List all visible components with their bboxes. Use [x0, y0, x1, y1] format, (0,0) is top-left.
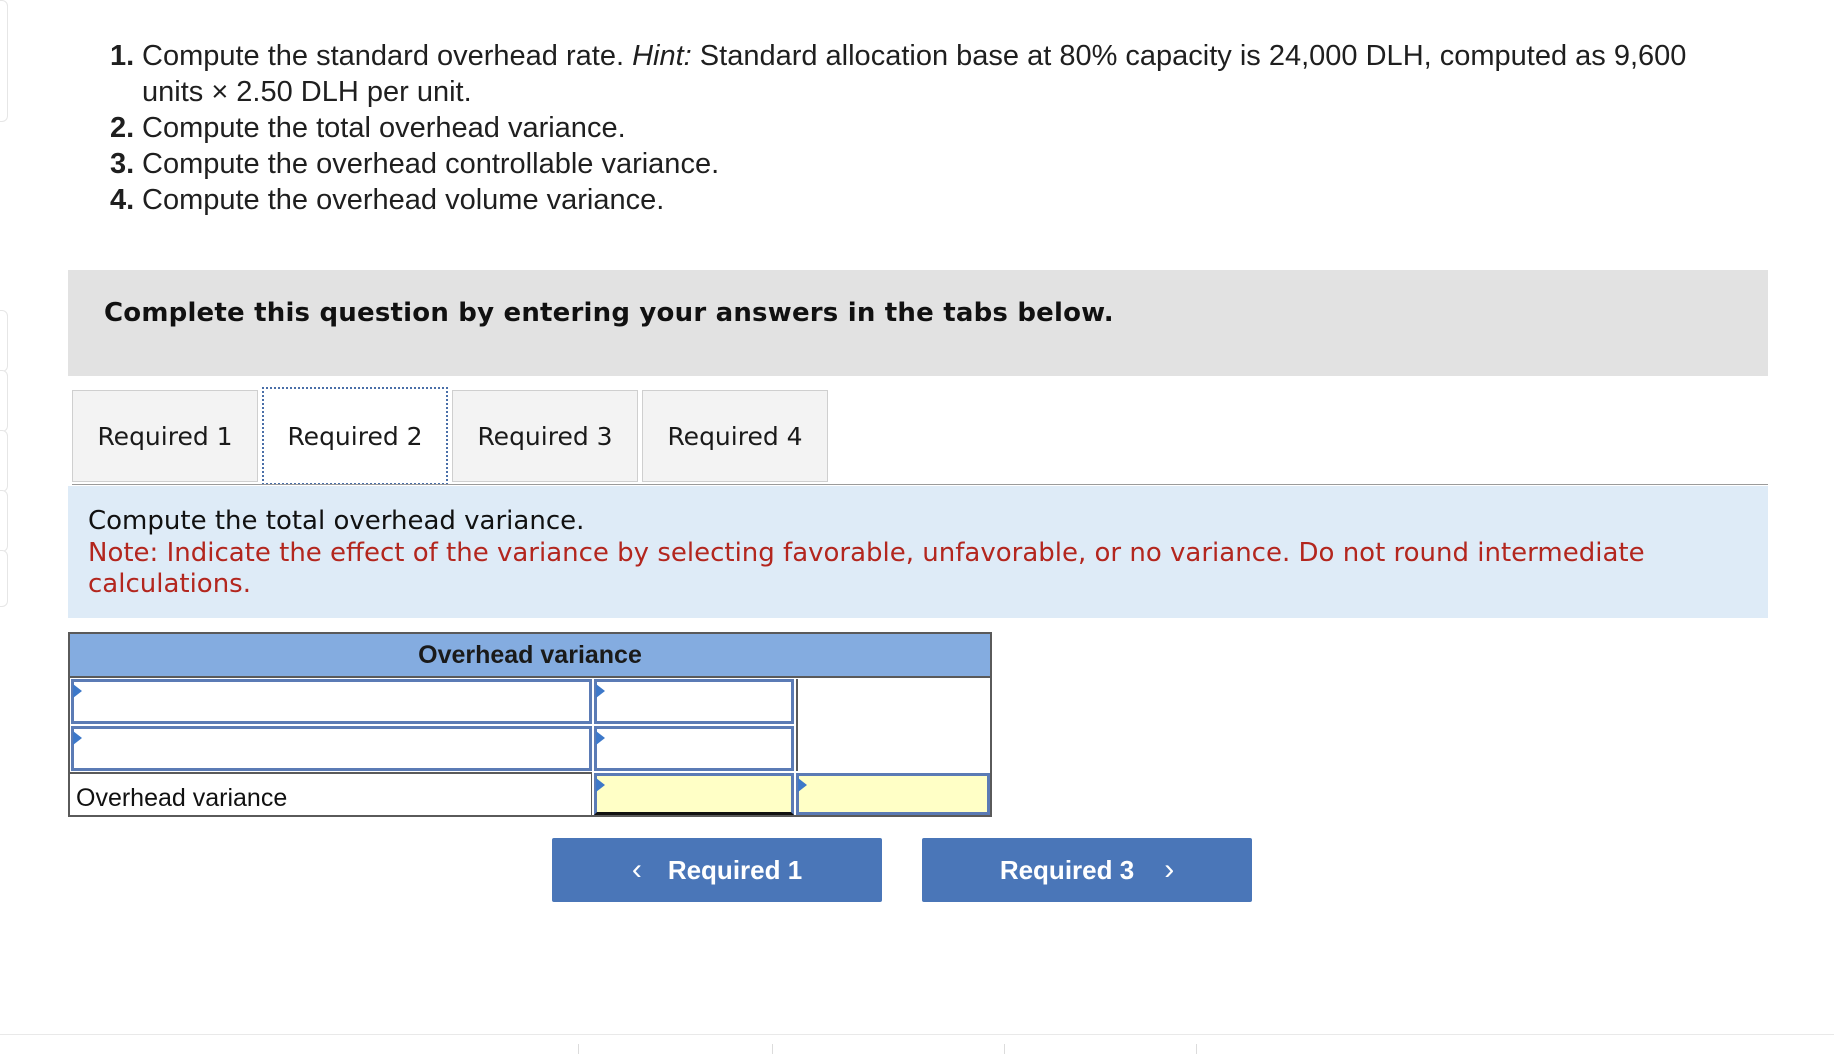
- bottom-tick: [1196, 1044, 1197, 1054]
- bottom-tick: [772, 1044, 773, 1054]
- tab-required-2[interactable]: Required 2: [262, 387, 448, 485]
- instruction-number: 3.: [110, 148, 135, 180]
- edge-card: [0, 430, 8, 492]
- total-row-label: Overhead variance: [76, 784, 288, 812]
- prev-required-button[interactable]: [552, 838, 882, 902]
- total-effect-select[interactable]: [796, 773, 990, 815]
- next-button-label: Required 3: [999, 854, 1135, 885]
- instruction-text: Compute the standard overhead rate.: [142, 40, 633, 72]
- row-1-amount-input[interactable]: [594, 679, 794, 724]
- prev-button-label: Required 1: [667, 854, 803, 885]
- row-2-amount-input[interactable]: [594, 726, 794, 771]
- tab-required-4[interactable]: Required 4: [642, 390, 828, 482]
- next-required-button[interactable]: [922, 838, 1252, 902]
- instruction-text: Compute the total overhead variance.: [142, 112, 626, 144]
- instruction-number: 4.: [110, 184, 135, 216]
- question-panel: [68, 486, 1768, 618]
- table-header: Overhead variance: [70, 634, 990, 678]
- instruction-number: 2.: [110, 112, 135, 144]
- effect-blank-area: [796, 679, 990, 771]
- tab-required-1[interactable]: Required 1: [72, 390, 258, 482]
- edge-card: [0, 310, 8, 372]
- bottom-tick: [578, 1044, 579, 1054]
- instructions-list: [104, 38, 1804, 218]
- row-1-label-input[interactable]: [71, 679, 592, 724]
- edge-card: [0, 550, 8, 607]
- tab-divider: [72, 484, 1768, 485]
- instruction-text-line2: units × 2.50 DLH per unit.: [142, 76, 472, 108]
- total-row-label-cell: [70, 772, 592, 815]
- instruction-text-cont: Standard allocation base at 80% capacity is 24,000 DLH, computed as 9,600: [691, 40, 1687, 72]
- total-amount-input[interactable]: [594, 773, 794, 815]
- edge-card: [0, 0, 8, 122]
- edge-card: [0, 370, 8, 432]
- instruction-text: Compute the overhead volume variance.: [142, 184, 665, 216]
- bottom-divider: [0, 1034, 1834, 1035]
- row-2-label-input[interactable]: [71, 726, 592, 771]
- chevron-left-icon: ‹: [631, 853, 642, 886]
- instruction-number: 1.: [110, 40, 135, 72]
- instruction-item-1: [104, 38, 1804, 110]
- instruction-item-4: [104, 182, 1804, 218]
- bottom-tick: [1004, 1044, 1005, 1054]
- instructions-banner: [68, 270, 1768, 376]
- answer-table: [68, 632, 992, 817]
- chevron-right-icon: ›: [1164, 853, 1175, 886]
- panel-note: Note: Indicate the effect of the variance by selecting favorable, unfavorable, or no variance. Do not round intermediate calculations.: [88, 538, 1645, 599]
- banner-text: Complete this question by entering your answers in the tabs below.: [104, 298, 1114, 328]
- panel-title: Compute the total overhead variance.: [88, 506, 585, 536]
- instruction-item-3: [104, 146, 1804, 182]
- hint-label: Hint:: [632, 40, 692, 72]
- tab-required-3[interactable]: Required 3: [452, 390, 638, 482]
- instruction-item-2: [104, 110, 1804, 146]
- edge-card: [0, 490, 8, 552]
- instruction-text: Compute the overhead controllable variance.: [142, 148, 720, 180]
